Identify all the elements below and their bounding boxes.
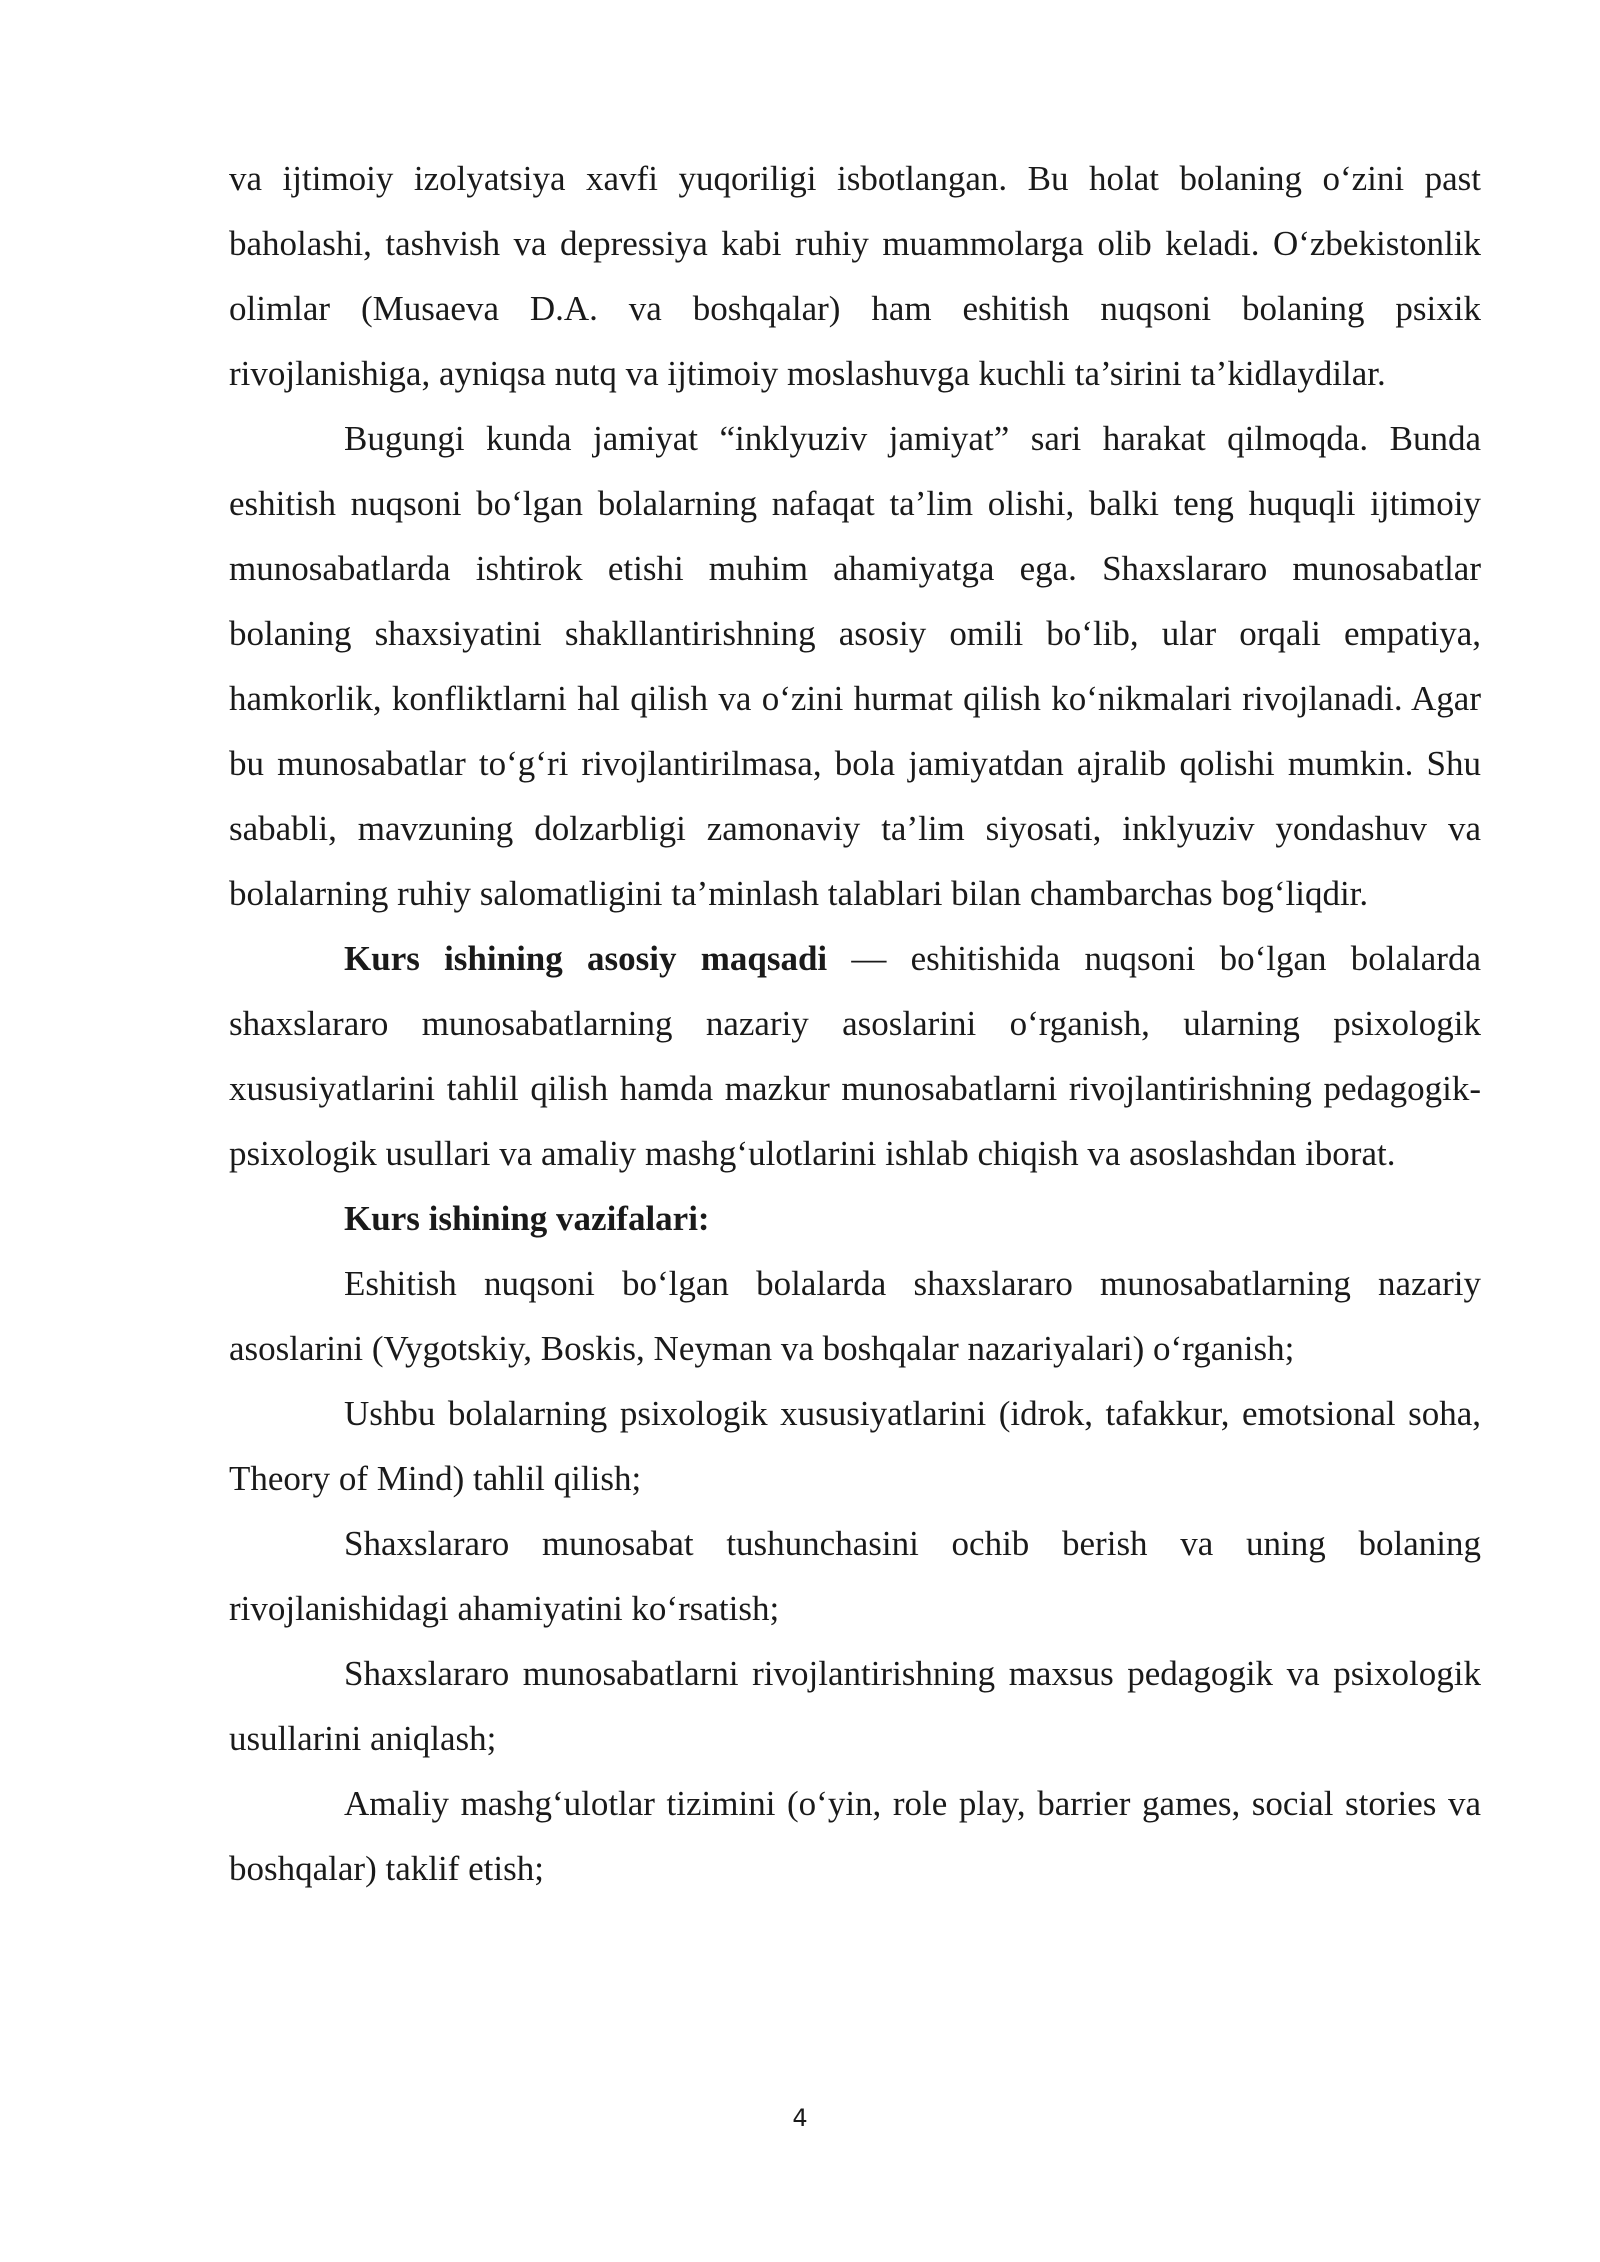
page-number: 4 (792, 2104, 808, 2132)
paragraph-text: Ushbu bolalarning psixologik xususiyatlarini (idrok, tafakkur, emotsional soha, Theory of Mind) tahlil qilish; (229, 1394, 1481, 1498)
task-item-4 (229, 1641, 1481, 1771)
task-item-2 (229, 1381, 1481, 1511)
task-item-5 (229, 1771, 1481, 1901)
paragraph-text: Shaxslararo munosabat tushunchasini ochib berish va uning bolaning rivojlanishidagi ahamiyatini ko‘rsatish; (229, 1524, 1481, 1628)
paragraph-text: — eshitishida nuqsoni bo‘lgan bolalarda shaxslararo munosabatlarning nazariy asoslarini o‘rganish, ularning psixologik xususiyatlarini tahlil qilish hamda mazkur munosabatlarni rivojlantirishning pedagogik-psixologik usullari va amaliy mashg‘ulotlarini ishlab chiqish va asoslashdan iborat. (229, 939, 1481, 1173)
paragraph-text: Bugungi kunda jamiyat “inklyuziv jamiyat” sari harakat qilmoqda. Bunda eshitish nuqsoni bo‘lgan bolalarning nafaqat ta’lim olishi, balki teng huquqli ijtimoiy munosabatlarda ishtirok etishi muhim ahamiyatga ega. Shaxslararo munosabatlar bolaning shaxsiyatini shakllantirishning asosiy omili bo‘lib, ular orqali empatiya, hamkorlik, konfliktlarni hal qilish va o‘zini hurmat qilish ko‘nikmalari rivojlanadi. Agar bu munosabatlar to‘g‘ri rivojlantirilmasa, bola jamiyatdan ajralib qolishi mumkin. Shu sababli, mavzuning dolzarbligi zamonaviy ta’lim siyosati, inklyuziv yondashuv va bolalarning ruhiy salomatligini ta’minlash talablari bilan chambarchas bog‘liqdir. (229, 419, 1481, 913)
goal-lead: Kurs ishining asosiy maqsadi (344, 939, 828, 978)
task-item-3 (229, 1511, 1481, 1641)
paragraph-continuation (229, 146, 1481, 406)
paragraph-text: va ijtimoiy izolyatsiya xavfi yuqoriligi isbotlangan. Bu holat bolaning o‘zini past baholashi, tashvish va depressiya kabi ruhiy muammolarga olib keladi. O‘zbekistonlik olimlar (Musaeva D.A. va boshqalar) ham eshitish nuqsoni bolaning psixik rivojlanishiga, ayniqsa nutq va ijtimoiy moslashuvga kuchli ta’sirini ta’kidlaydilar. (229, 159, 1481, 393)
paragraph-goal (229, 926, 1481, 1186)
paragraph-text: Eshitish nuqsoni bo‘lgan bolalarda shaxslararo munosabatlarning nazariy asoslarini (Vygotskiy, Boskis, Neyman va boshqalar nazariyalari) o‘rganish; (229, 1264, 1481, 1368)
tasks-heading (229, 1186, 1481, 1251)
paragraph-text: Amaliy mashg‘ulotlar tizimini (o‘yin, role play, barrier games, social stories va boshqalar) taklif etish; (229, 1784, 1481, 1888)
body-text (229, 146, 1481, 1901)
heading-text: Kurs ishining vazifalari: (344, 1199, 710, 1238)
task-item-1 (229, 1251, 1481, 1381)
paragraph-relevance (229, 406, 1481, 926)
paragraph-text: Shaxslararo munosabatlarni rivojlantirishning maxsus pedagogik va psixologik usullarini aniqlash; (229, 1654, 1481, 1758)
